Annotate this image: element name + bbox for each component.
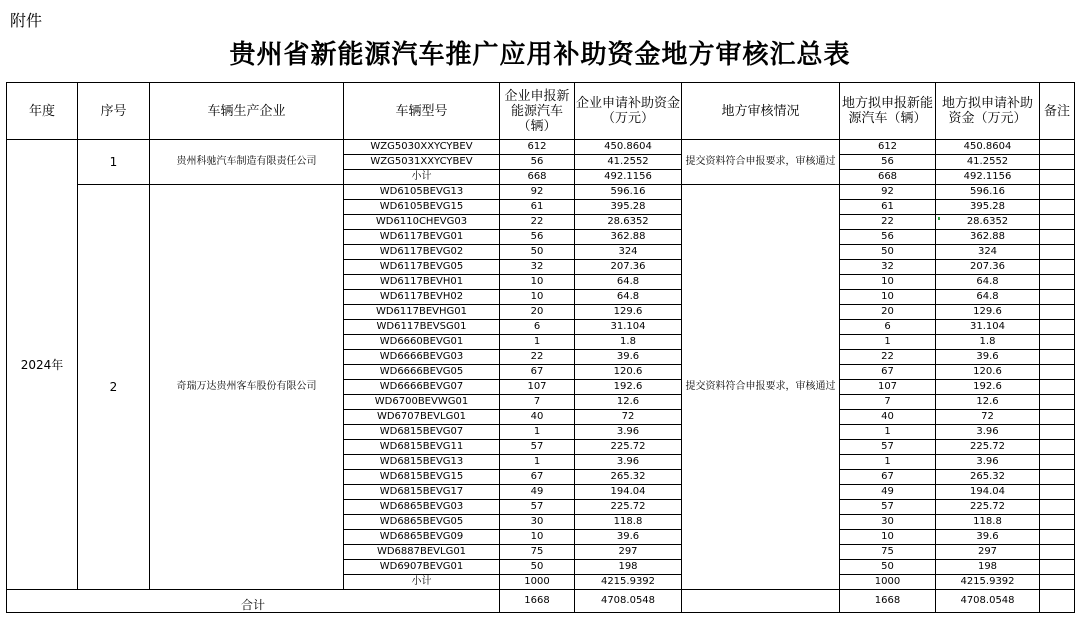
ent-count-cell: 22 — [500, 215, 575, 230]
local-funds-cell: 31.104 — [936, 320, 1040, 335]
ent-funds-cell: 72 — [575, 410, 682, 425]
ent-count-cell: 67 — [500, 365, 575, 380]
model-cell: WD6117BEVHG01 — [344, 305, 500, 320]
summary-table — [6, 82, 1075, 613]
local-funds-cell: 72 — [936, 410, 1040, 425]
local-count-cell: 67 — [840, 470, 936, 485]
ent-funds-cell: 225.72 — [575, 500, 682, 515]
subtotal-ent-count-cell: 668 — [500, 170, 575, 185]
subtotal-label-cell: 小计 — [344, 170, 500, 185]
ent-count-cell: 30 — [500, 515, 575, 530]
model-cell: WD6117BEVG05 — [344, 260, 500, 275]
model-cell: WD6666BEVG07 — [344, 380, 500, 395]
model-cell: WD6117BEVG01 — [344, 230, 500, 245]
ent-count-cell: 32 — [500, 260, 575, 275]
header-manufacturer: 车辆生产企业 — [150, 83, 344, 140]
ent-count-cell: 61 — [500, 200, 575, 215]
ent-count-cell: 49 — [500, 485, 575, 500]
ent-funds-cell: 3.96 — [575, 455, 682, 470]
ent-funds-cell: 194.04 — [575, 485, 682, 500]
model-cell: WD6887BEVLG01 — [344, 545, 500, 560]
local-funds-cell: 3.96 — [936, 425, 1040, 440]
ent-funds-cell: 225.72 — [575, 440, 682, 455]
remark-cell — [1040, 170, 1075, 185]
local-count-cell: 612 — [840, 140, 936, 155]
total-ent-count-cell: 1668 — [500, 590, 575, 613]
model-cell: WD6110CHEVG03 — [344, 215, 500, 230]
header-year: 年度 — [7, 83, 78, 140]
ent-count-cell: 10 — [500, 290, 575, 305]
header-local-funds: 地方拟申请补助资金（万元） — [936, 83, 1040, 140]
local-funds-cell: 207.36 — [936, 260, 1040, 275]
ent-count-cell: 1 — [500, 425, 575, 440]
subtotal-ent-funds-cell: 492.1156 — [575, 170, 682, 185]
total-row — [7, 590, 1075, 613]
local-count-cell: 57 — [840, 500, 936, 515]
model-cell: WD6815BEVG13 — [344, 455, 500, 470]
local-count-cell: 22 — [840, 350, 936, 365]
remark-cell — [1040, 395, 1075, 410]
ent-funds-cell: 1.8 — [575, 335, 682, 350]
remark-cell — [1040, 230, 1075, 245]
model-cell: WD6105BEVG15 — [344, 200, 500, 215]
local-count-cell: 1 — [840, 455, 936, 470]
local-funds-cell: 194.04 — [936, 485, 1040, 500]
local-count-cell: 40 — [840, 410, 936, 425]
model-cell: WD6707BEVLG01 — [344, 410, 500, 425]
local-count-cell: 20 — [840, 305, 936, 320]
ent-count-cell: 57 — [500, 500, 575, 515]
ent-count-cell: 107 — [500, 380, 575, 395]
table-row — [7, 140, 1075, 155]
remark-cell — [1040, 200, 1075, 215]
local-count-cell: 61 — [840, 200, 936, 215]
remark-cell — [1040, 320, 1075, 335]
model-cell: WD6865BEVG05 — [344, 515, 500, 530]
ent-funds-cell: 120.6 — [575, 365, 682, 380]
model-cell: WD6666BEVG05 — [344, 365, 500, 380]
model-cell: WD6117BEVH01 — [344, 275, 500, 290]
local-count-cell: 75 — [840, 545, 936, 560]
local-funds-cell: 12.6 — [936, 395, 1040, 410]
remark-cell — [1040, 245, 1075, 260]
remark-cell — [1040, 575, 1075, 590]
total-ent-funds-cell: 4708.0548 — [575, 590, 682, 613]
local-count-cell: 107 — [840, 380, 936, 395]
local-count-cell: 30 — [840, 515, 936, 530]
local-funds-cell: 596.16 — [936, 185, 1040, 200]
local-funds-cell: 28.6352 — [936, 215, 1040, 230]
subtotal-label-cell: 小计 — [344, 575, 500, 590]
model-cell: WD6117BEVSG01 — [344, 320, 500, 335]
local-count-cell: 67 — [840, 365, 936, 380]
header-local-count: 地方拟申报新能源汽车（辆） — [840, 83, 936, 140]
ent-count-cell: 56 — [500, 155, 575, 170]
local-funds-cell: 129.6 — [936, 305, 1040, 320]
subtotal-ent-count-cell: 1000 — [500, 575, 575, 590]
remark-cell — [1040, 425, 1075, 440]
subtotal-local-count-cell: 1000 — [840, 575, 936, 590]
local-count-cell: 56 — [840, 230, 936, 245]
model-cell: WZG5030XXYCYBEV — [344, 140, 500, 155]
remark-cell — [1040, 140, 1075, 155]
local-count-cell: 50 — [840, 560, 936, 575]
local-funds-cell: 192.6 — [936, 380, 1040, 395]
model-cell: WD6815BEVG17 — [344, 485, 500, 500]
model-cell: WD6117BEVG02 — [344, 245, 500, 260]
total-review-cell — [682, 590, 840, 613]
ent-funds-cell: 28.6352 — [575, 215, 682, 230]
local-count-cell: 22 — [840, 215, 936, 230]
local-funds-cell: 39.6 — [936, 530, 1040, 545]
model-cell: WD6815BEVG07 — [344, 425, 500, 440]
table-header-row — [7, 83, 1075, 140]
remark-cell — [1040, 215, 1075, 230]
local-funds-cell: 118.8 — [936, 515, 1040, 530]
ent-funds-cell: 41.2552 — [575, 155, 682, 170]
ent-count-cell: 6 — [500, 320, 575, 335]
local-funds-cell: 297 — [936, 545, 1040, 560]
local-count-cell: 7 — [840, 395, 936, 410]
cell-corner-marker — [938, 217, 940, 220]
model-cell: WD6907BEVG01 — [344, 560, 500, 575]
model-cell: WD6666BEVG03 — [344, 350, 500, 365]
local-funds-cell: 3.96 — [936, 455, 1040, 470]
header-ent-funds: 企业申请补助资金（万元） — [575, 83, 682, 140]
remark-cell — [1040, 365, 1075, 380]
header-ent-count: 企业申报新能源汽车（辆） — [500, 83, 575, 140]
remark-cell — [1040, 560, 1075, 575]
ent-count-cell: 50 — [500, 245, 575, 260]
ent-funds-cell: 192.6 — [575, 380, 682, 395]
remark-cell — [1040, 305, 1075, 320]
local-funds-cell: 362.88 — [936, 230, 1040, 245]
ent-count-cell: 75 — [500, 545, 575, 560]
total-local-count-cell: 1668 — [840, 590, 936, 613]
subtotal-local-count-cell: 668 — [840, 170, 936, 185]
review-cell: 提交资料符合申报要求，审核通过 — [682, 185, 840, 590]
local-funds-cell: 1.8 — [936, 335, 1040, 350]
remark-cell — [1040, 275, 1075, 290]
total-label-cell: 合计 — [7, 590, 500, 613]
manufacturer-cell: 贵州科驰汽车制造有限责任公司 — [150, 140, 344, 185]
ent-count-cell: 10 — [500, 530, 575, 545]
ent-funds-cell: 324 — [575, 245, 682, 260]
model-cell: WD6865BEVG03 — [344, 500, 500, 515]
remark-cell — [1040, 410, 1075, 425]
local-count-cell: 56 — [840, 155, 936, 170]
total-local-funds-cell: 4708.0548 — [936, 590, 1040, 613]
seq-cell: 1 — [78, 140, 150, 185]
remark-cell — [1040, 485, 1075, 500]
ent-funds-cell: 39.6 — [575, 530, 682, 545]
local-funds-cell: 324 — [936, 245, 1040, 260]
ent-count-cell: 50 — [500, 560, 575, 575]
local-funds-cell: 120.6 — [936, 365, 1040, 380]
ent-count-cell: 7 — [500, 395, 575, 410]
local-count-cell: 49 — [840, 485, 936, 500]
ent-funds-cell: 198 — [575, 560, 682, 575]
local-count-cell: 10 — [840, 290, 936, 305]
local-count-cell: 1 — [840, 425, 936, 440]
subtotal-ent-funds-cell: 4215.9392 — [575, 575, 682, 590]
ent-funds-cell: 395.28 — [575, 200, 682, 215]
model-cell: WD6865BEVG09 — [344, 530, 500, 545]
model-cell: WD6700BEVWG01 — [344, 395, 500, 410]
review-cell: 提交资料符合申报要求，审核通过 — [682, 140, 840, 185]
ent-funds-cell: 450.8604 — [575, 140, 682, 155]
model-cell: WD6660BEVG01 — [344, 335, 500, 350]
ent-count-cell: 20 — [500, 305, 575, 320]
ent-funds-cell: 362.88 — [575, 230, 682, 245]
header-review: 地方审核情况 — [682, 83, 840, 140]
local-funds-cell: 41.2552 — [936, 155, 1040, 170]
ent-count-cell: 1 — [500, 455, 575, 470]
seq-cell: 2 — [78, 185, 150, 590]
manufacturer-cell: 奇瑞万达贵州客车股份有限公司 — [150, 185, 344, 590]
remark-cell — [1040, 350, 1075, 365]
remark-cell — [1040, 185, 1075, 200]
header-remark: 备注 — [1040, 83, 1075, 140]
remark-cell — [1040, 500, 1075, 515]
remark-cell — [1040, 290, 1075, 305]
local-count-cell: 57 — [840, 440, 936, 455]
header-seq: 序号 — [78, 83, 150, 140]
table-row — [7, 185, 1075, 200]
model-cell: WD6815BEVG11 — [344, 440, 500, 455]
model-cell: WD6117BEVH02 — [344, 290, 500, 305]
header-model: 车辆型号 — [344, 83, 500, 140]
ent-funds-cell: 3.96 — [575, 425, 682, 440]
local-funds-cell: 395.28 — [936, 200, 1040, 215]
subtotal-local-funds-cell: 492.1156 — [936, 170, 1040, 185]
local-funds-cell: 64.8 — [936, 290, 1040, 305]
local-funds-cell: 265.32 — [936, 470, 1040, 485]
ent-funds-cell: 207.36 — [575, 260, 682, 275]
local-count-cell: 50 — [840, 245, 936, 260]
local-count-cell: 6 — [840, 320, 936, 335]
local-count-cell: 10 — [840, 530, 936, 545]
page-title: 贵州省新能源汽车推广应用补助资金地方审核汇总表 — [229, 40, 851, 70]
remark-cell — [1040, 455, 1075, 470]
ent-count-cell: 40 — [500, 410, 575, 425]
local-funds-cell: 198 — [936, 560, 1040, 575]
remark-cell — [1040, 155, 1075, 170]
remark-cell — [1040, 335, 1075, 350]
local-funds-cell: 225.72 — [936, 440, 1040, 455]
model-cell: WZG5031XXYCYBEV — [344, 155, 500, 170]
ent-count-cell: 1 — [500, 335, 575, 350]
remark-cell — [1040, 440, 1075, 455]
model-cell: WD6105BEVG13 — [344, 185, 500, 200]
ent-funds-cell: 64.8 — [575, 290, 682, 305]
ent-funds-cell: 596.16 — [575, 185, 682, 200]
local-count-cell: 92 — [840, 185, 936, 200]
ent-funds-cell: 129.6 — [575, 305, 682, 320]
remark-cell — [1040, 470, 1075, 485]
ent-funds-cell: 39.6 — [575, 350, 682, 365]
ent-funds-cell: 297 — [575, 545, 682, 560]
remark-cell — [1040, 380, 1075, 395]
remark-cell — [1040, 590, 1075, 613]
ent-funds-cell: 31.104 — [575, 320, 682, 335]
ent-count-cell: 67 — [500, 470, 575, 485]
local-funds-cell: 225.72 — [936, 500, 1040, 515]
local-funds-cell: 64.8 — [936, 275, 1040, 290]
remark-cell — [1040, 545, 1075, 560]
remark-cell — [1040, 260, 1075, 275]
ent-funds-cell: 265.32 — [575, 470, 682, 485]
ent-funds-cell: 64.8 — [575, 275, 682, 290]
ent-count-cell: 57 — [500, 440, 575, 455]
local-funds-cell: 450.8604 — [936, 140, 1040, 155]
remark-cell — [1040, 530, 1075, 545]
local-count-cell: 1 — [840, 335, 936, 350]
attachment-label: 附件 — [10, 11, 43, 30]
ent-funds-cell: 12.6 — [575, 395, 682, 410]
ent-count-cell: 56 — [500, 230, 575, 245]
ent-count-cell: 10 — [500, 275, 575, 290]
local-count-cell: 32 — [840, 260, 936, 275]
ent-count-cell: 92 — [500, 185, 575, 200]
remark-cell — [1040, 515, 1075, 530]
ent-funds-cell: 118.8 — [575, 515, 682, 530]
year-cell: 2024年 — [7, 140, 78, 590]
local-count-cell: 10 — [840, 275, 936, 290]
model-cell: WD6815BEVG15 — [344, 470, 500, 485]
local-funds-cell: 39.6 — [936, 350, 1040, 365]
ent-count-cell: 612 — [500, 140, 575, 155]
subtotal-local-funds-cell: 4215.9392 — [936, 575, 1040, 590]
ent-count-cell: 22 — [500, 350, 575, 365]
